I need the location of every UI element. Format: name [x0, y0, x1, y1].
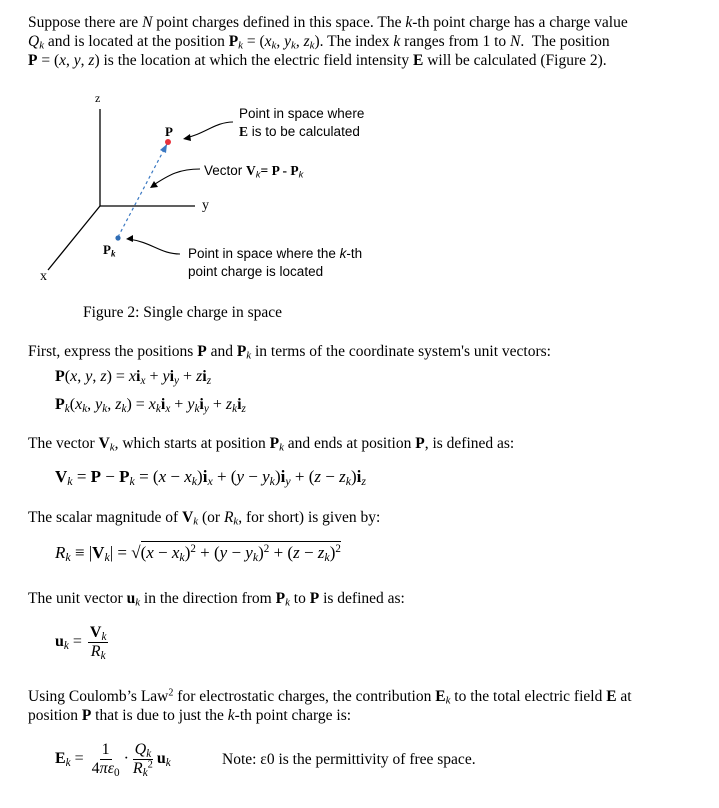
equation-uk: $u_k$ = $\frac{V_k}{R_k}$ [55, 624, 107, 662]
section4-text: The unit vector $u_k$ in the direction from $P_k$ to P is defined as: [28, 590, 405, 609]
callout-Pk-line-1: Point in space where the k-th [188, 246, 363, 261]
point-Pk-dot [115, 235, 120, 240]
permittivity-note: Note: ε0 is the permittivity of free space. [222, 751, 476, 768]
equation-Ek: $E_k$ = $\frac{1}{4\pi\varepsilon_0}$ · $\frac{Q_k}{R_k^2}$ $u_k$ [55, 741, 171, 779]
intro-line-3: P = (x, y, z) is the location at which the electric field intensity E will be calculated (Figure 2). [28, 52, 607, 69]
equation-Vk: $V_k = P - P_k = (x - x_k)i_x + (y - y_k)i_y + (z - z_k)i_z$ [55, 467, 367, 488]
intro-line-2: $Q_k$ and is located at the position $P_k = (x_k$, $y_k$, $z_k$). The index k ranges from 1 to N. The position [28, 33, 610, 52]
callout-Pk-arrow [128, 239, 180, 254]
equation-P: P(x, y, $z) = xi_x + yi_y + zi_z$ [55, 368, 212, 387]
equation-Rk: $R_k \equiv |V_k| = √(x - x_k)^2 + (y - y_k)^2 + (z - z_k)^2$ [55, 542, 341, 564]
callout-Pk-line-2: point charge is located [188, 264, 324, 279]
axis-y-label: y [202, 198, 209, 213]
section2-text: The vector $V_k$, which starts at position $P_k$ and ends at position P, is defined as: [28, 435, 515, 454]
vector-dashed-line [118, 144, 167, 237]
axis-x-label: x [40, 269, 47, 284]
intro-paragraph [28, 13, 688, 70]
equation-Pk: $P_k(x_k$, $y_k$, $z_k) = x_ki_x + y_ki_y + z_ki_z$ [55, 396, 246, 415]
callout-P-line-2: E is to be calculated [239, 124, 360, 139]
callout-vector-arrow [152, 169, 200, 186]
point-P-label: P [165, 124, 173, 139]
x-axis [48, 206, 100, 270]
intro-line-1: Suppose there are N point charges defined in this space. The k-th point charge has a charge value [28, 14, 628, 31]
callout-P-arrow [185, 122, 233, 138]
section3-text: The scalar magnitude of $V_k$ (or $R_k$, for short) is given by: [28, 509, 381, 528]
axis-z-label: z [95, 91, 101, 105]
section5-line-2: position P that is due to just the k-th point charge is: [28, 707, 352, 724]
section5-line-1: Using Coulomb’s Law$^2$ for electrostatic charges, the contribution $E_k$ to the total electric field E at [28, 687, 632, 707]
section5-text [28, 687, 688, 725]
vector-arrowhead [160, 144, 167, 153]
figure-caption: Figure 2: Single charge in space [83, 304, 283, 321]
callout-vector-label: Vector $V_k= P - P_k$ [204, 163, 304, 181]
callout-P-line-1: Point in space where [239, 106, 365, 121]
point-Pk-label: $P_k$ [103, 242, 116, 259]
section1-text: First, express the positions P and $P_k$ in terms of the coordinate system's unit vectors: [28, 343, 551, 362]
